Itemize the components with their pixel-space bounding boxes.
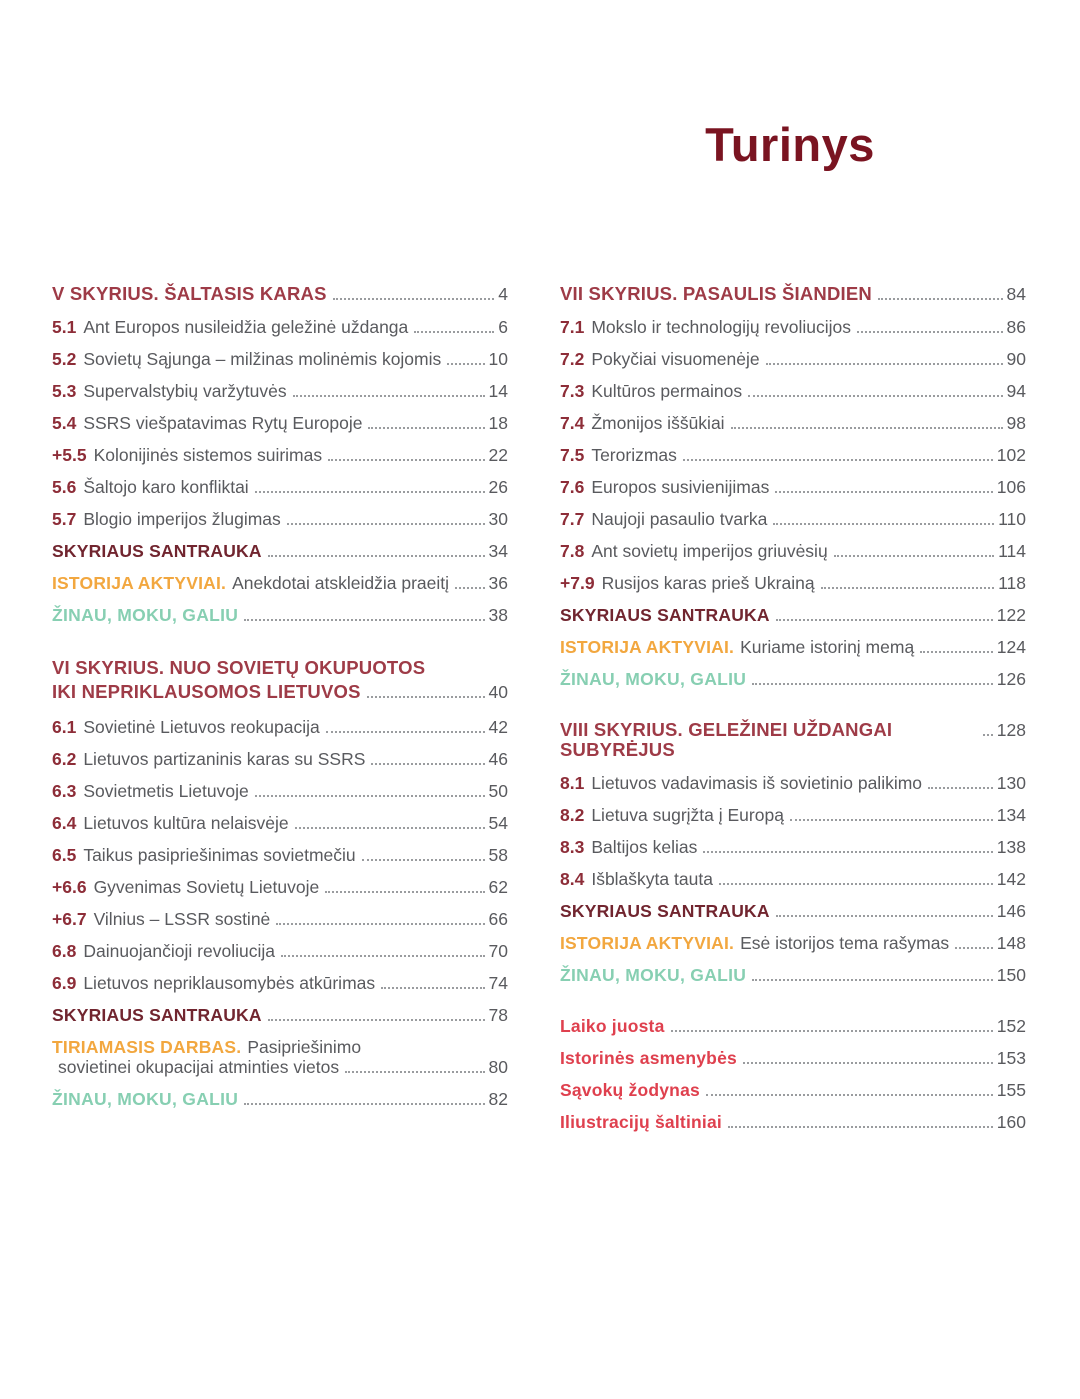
dotted-leader bbox=[719, 883, 993, 885]
page-number: 138 bbox=[996, 837, 1026, 857]
entry-label: SKYRIAUS SANTRAUKA bbox=[52, 541, 262, 561]
dotted-leader bbox=[766, 363, 1003, 365]
dotted-leader bbox=[371, 763, 484, 765]
entry-label: ŽINAU, MOKU, GALIU bbox=[560, 669, 747, 689]
page-number: 128 bbox=[996, 720, 1026, 740]
dotted-leader bbox=[362, 859, 485, 861]
toc-column-right bbox=[560, 284, 1026, 1163]
activity-line-2 bbox=[52, 1057, 508, 1077]
entry-number: +6.7 bbox=[52, 909, 87, 929]
toc-entry-skills bbox=[52, 605, 508, 625]
entry-text: Esė istorijos tema rašymas bbox=[740, 933, 950, 953]
toc-column-left bbox=[52, 284, 508, 1163]
toc-entry-summary bbox=[52, 541, 508, 561]
dotted-leader bbox=[928, 787, 993, 789]
dotted-leader bbox=[333, 298, 495, 300]
entry-label: V SKYRIUS. ŠALTASIS KARAS bbox=[52, 283, 327, 304]
page-number: 114 bbox=[998, 541, 1026, 561]
toc-entry-activity2 bbox=[52, 1037, 508, 1077]
entry-text: Dainuojančioji revoliucija bbox=[83, 941, 275, 961]
entry-number: 5.3 bbox=[52, 381, 77, 401]
dotted-leader bbox=[287, 523, 485, 525]
dotted-leader bbox=[381, 987, 484, 989]
entry-text: Ant sovietų imperijos griuvėsių bbox=[591, 541, 828, 561]
entry-number: +5.5 bbox=[52, 445, 87, 465]
dotted-leader bbox=[414, 331, 494, 333]
page-number: 153 bbox=[996, 1048, 1026, 1068]
toc-entry-skills bbox=[52, 1089, 508, 1109]
toc-entry-item bbox=[560, 477, 1026, 497]
chapter-title: VI SKYRIUS. NUO SOVIETŲ OKUPUOTOS bbox=[52, 657, 426, 678]
entry-label: Laiko juosta bbox=[560, 1016, 665, 1036]
dotted-leader bbox=[244, 1103, 484, 1105]
toc-section bbox=[52, 656, 508, 1109]
toc-entry-item bbox=[52, 877, 508, 897]
dotted-leader bbox=[255, 795, 485, 797]
entry-number: 5.6 bbox=[52, 477, 77, 497]
toc-entry-chapter bbox=[560, 720, 1026, 760]
dotted-leader bbox=[821, 587, 995, 589]
page-number: 58 bbox=[488, 845, 508, 865]
page-number: 34 bbox=[488, 541, 508, 561]
toc-entry-item bbox=[560, 317, 1026, 337]
entry-text: Gyvenimas Sovietų Lietuvoje bbox=[93, 877, 320, 897]
page-number: 6 bbox=[498, 317, 508, 337]
dotted-leader bbox=[983, 734, 993, 736]
toc-section bbox=[560, 1016, 1026, 1132]
page-number: 82 bbox=[488, 1089, 508, 1109]
toc-entry-item bbox=[52, 317, 508, 337]
toc-entry-item bbox=[560, 573, 1026, 593]
dotted-leader bbox=[455, 587, 485, 589]
chapter-line-1 bbox=[52, 656, 508, 680]
toc-entry-item bbox=[52, 509, 508, 529]
page-title: Turinys bbox=[705, 118, 875, 172]
dotted-leader bbox=[731, 427, 1003, 429]
entry-text: Sovietmetis Lietuvoje bbox=[83, 781, 249, 801]
page-number: 160 bbox=[996, 1112, 1026, 1132]
toc-entry-back bbox=[560, 1016, 1026, 1036]
toc-entry-item bbox=[52, 909, 508, 929]
dotted-leader bbox=[683, 459, 993, 461]
page-number: 22 bbox=[488, 445, 508, 465]
toc-entry-item bbox=[52, 381, 508, 401]
entry-label: ISTORIJA AKTYVIAI. bbox=[52, 573, 227, 593]
page-number: 18 bbox=[488, 413, 508, 433]
page-number: 14 bbox=[488, 381, 508, 401]
entry-number: 6.4 bbox=[52, 813, 77, 833]
entry-text: Pokyčiai visuomenėje bbox=[591, 349, 760, 369]
toc-entry-summary bbox=[52, 1005, 508, 1025]
toc-entry-activity bbox=[560, 637, 1026, 657]
page-number: 152 bbox=[996, 1016, 1026, 1036]
entry-label: SKYRIAUS SANTRAUKA bbox=[560, 605, 770, 625]
entry-number: 8.2 bbox=[560, 805, 585, 825]
entry-number: 5.7 bbox=[52, 509, 77, 529]
page-number: 42 bbox=[488, 717, 508, 737]
page-number: 126 bbox=[996, 669, 1026, 689]
toc-entry-back bbox=[560, 1080, 1026, 1100]
entry-number: 8.1 bbox=[560, 773, 585, 793]
page-number: 130 bbox=[996, 773, 1026, 793]
dotted-leader bbox=[328, 459, 484, 461]
dotted-leader bbox=[920, 651, 993, 653]
toc-entry-item bbox=[560, 805, 1026, 825]
entry-text: SSRS viešpatavimas Rytų Europoje bbox=[83, 413, 363, 433]
entry-text: Lietuvos kultūra nelaisvėje bbox=[83, 813, 289, 833]
entry-text: Lietuva sugrįžta į Europą bbox=[591, 805, 784, 825]
dotted-leader bbox=[728, 1126, 993, 1128]
page-number: 26 bbox=[488, 477, 508, 497]
entry-number: +6.6 bbox=[52, 877, 87, 897]
dotted-leader bbox=[776, 915, 993, 917]
dotted-leader bbox=[293, 395, 485, 397]
dotted-leader bbox=[703, 851, 992, 853]
entry-text: Šaltojo karo konfliktai bbox=[83, 477, 249, 497]
dotted-leader bbox=[743, 1062, 993, 1064]
page-number: 122 bbox=[996, 605, 1026, 625]
page-number: 62 bbox=[488, 877, 508, 897]
dotted-leader bbox=[281, 955, 485, 957]
entry-label: SKYRIAUS SANTRAUKA bbox=[560, 901, 770, 921]
page-number: 124 bbox=[996, 637, 1026, 657]
dotted-leader bbox=[326, 731, 485, 733]
toc-entry-item bbox=[560, 541, 1026, 561]
dotted-leader bbox=[776, 619, 993, 621]
toc-entry-item bbox=[52, 445, 508, 465]
dotted-leader bbox=[244, 619, 484, 621]
toc-entry-chapter bbox=[52, 656, 508, 704]
entry-number: 8.3 bbox=[560, 837, 585, 857]
page-number: 142 bbox=[996, 869, 1026, 889]
entry-number: 8.4 bbox=[560, 869, 585, 889]
dotted-leader bbox=[268, 555, 485, 557]
toc-entry-activity bbox=[560, 933, 1026, 953]
toc-entry-item bbox=[52, 349, 508, 369]
toc-section bbox=[560, 284, 1026, 689]
entry-number: 7.3 bbox=[560, 381, 585, 401]
toc-entry-item bbox=[52, 973, 508, 993]
page-number: 150 bbox=[996, 965, 1026, 985]
page-number: 54 bbox=[488, 813, 508, 833]
entry-text: Anekdotai atskleidžia praeitį bbox=[232, 573, 450, 593]
page-number: 94 bbox=[1006, 381, 1026, 401]
entry-number: 6.3 bbox=[52, 781, 77, 801]
page-number: 46 bbox=[488, 749, 508, 769]
toc-entry-item bbox=[560, 773, 1026, 793]
toc-entry-chapter bbox=[560, 284, 1026, 304]
toc-entry-item bbox=[560, 837, 1026, 857]
dotted-leader bbox=[790, 819, 993, 821]
activity-line-1 bbox=[52, 1037, 508, 1057]
entry-text: Lietuvos partizaninis karas su SSRS bbox=[83, 749, 366, 769]
toc-entry-item bbox=[560, 445, 1026, 465]
entry-text: Blogio imperijos žlugimas bbox=[83, 509, 281, 529]
page-number: 86 bbox=[1006, 317, 1026, 337]
entry-text: Sovietinė Lietuvos reokupacija bbox=[83, 717, 320, 737]
toc-entry-skills bbox=[560, 965, 1026, 985]
dotted-leader bbox=[268, 1019, 485, 1021]
dotted-leader bbox=[834, 555, 994, 557]
entry-label: ISTORIJA AKTYVIAI. bbox=[560, 637, 735, 657]
entry-number: 7.6 bbox=[560, 477, 585, 497]
page-number: 84 bbox=[1006, 284, 1026, 304]
toc-entry-back bbox=[560, 1112, 1026, 1132]
page-number: 50 bbox=[488, 781, 508, 801]
activity-label: TIRIAMASIS DARBAS. bbox=[52, 1037, 242, 1057]
toc-section bbox=[52, 284, 508, 625]
toc-entry-skills bbox=[560, 669, 1026, 689]
entry-number: 7.1 bbox=[560, 317, 585, 337]
entry-label: ŽINAU, MOKU, GALIU bbox=[560, 965, 747, 985]
page-number: 106 bbox=[996, 477, 1026, 497]
entry-number: 6.1 bbox=[52, 717, 77, 737]
page-number: 110 bbox=[998, 509, 1026, 529]
entry-text: Vilnius – LSSR sostinė bbox=[93, 909, 271, 929]
toc-section bbox=[560, 720, 1026, 985]
page-number: 118 bbox=[998, 573, 1026, 593]
entry-text: Baltijos kelias bbox=[591, 837, 698, 857]
entry-number: 7.5 bbox=[560, 445, 585, 465]
page-number: 148 bbox=[996, 933, 1026, 953]
dotted-leader bbox=[773, 523, 994, 525]
toc-entry-item bbox=[560, 349, 1026, 369]
dotted-leader bbox=[345, 1071, 484, 1073]
dotted-leader bbox=[325, 891, 484, 893]
page-number: 78 bbox=[488, 1005, 508, 1025]
entry-number: 5.1 bbox=[52, 317, 77, 337]
page-number: 38 bbox=[488, 605, 508, 625]
entry-label: VIII SKYRIUS. GELEŽINEI UŽDANGAI SUBYRĖJUS bbox=[560, 719, 893, 760]
entry-label: Sąvokų žodynas bbox=[560, 1080, 700, 1100]
entry-text: Išblaškyta tauta bbox=[591, 869, 713, 889]
entry-number: 5.2 bbox=[52, 349, 77, 369]
page-number: 30 bbox=[488, 509, 508, 529]
page-number: 134 bbox=[996, 805, 1026, 825]
toc-entry-item bbox=[52, 477, 508, 497]
toc-entry-item bbox=[560, 381, 1026, 401]
toc-entry-item bbox=[52, 717, 508, 737]
entry-text: Europos susivienijimas bbox=[591, 477, 770, 497]
dotted-leader bbox=[752, 979, 993, 981]
page-number: 10 bbox=[488, 349, 508, 369]
toc-entry-item bbox=[52, 845, 508, 865]
page-number: 80 bbox=[488, 1057, 508, 1077]
entry-number: 6.5 bbox=[52, 845, 77, 865]
toc-entry-item bbox=[52, 781, 508, 801]
toc-entry-item bbox=[560, 413, 1026, 433]
entry-label: Istorinės asmenybės bbox=[560, 1048, 737, 1068]
entry-text: Žmonijos iššūkiai bbox=[591, 413, 725, 433]
toc-entry-chapter bbox=[52, 284, 508, 304]
entry-text: Kultūros permainos bbox=[591, 381, 743, 401]
toc-entry-summary bbox=[560, 605, 1026, 625]
entry-text: Kolonijinės sistemos suirimas bbox=[93, 445, 323, 465]
entry-number: 5.4 bbox=[52, 413, 77, 433]
page-number: 98 bbox=[1006, 413, 1026, 433]
entry-number: +7.9 bbox=[560, 573, 595, 593]
toc-columns bbox=[52, 284, 1026, 1163]
entry-text: Naujoji pasaulio tvarka bbox=[591, 509, 768, 529]
dotted-leader bbox=[706, 1094, 993, 1096]
page-number: 102 bbox=[996, 445, 1026, 465]
toc-entry-back bbox=[560, 1048, 1026, 1068]
toc-entry-item bbox=[52, 413, 508, 433]
entry-label: ISTORIJA AKTYVIAI. bbox=[560, 933, 735, 953]
entry-number: 6.9 bbox=[52, 973, 77, 993]
entry-label: VII SKYRIUS. PASAULIS ŠIANDIEN bbox=[560, 283, 872, 304]
entry-number: 6.2 bbox=[52, 749, 77, 769]
dotted-leader bbox=[775, 491, 992, 493]
toc-entry-item bbox=[560, 869, 1026, 889]
entry-text: Supervalstybių varžytuvės bbox=[83, 381, 287, 401]
page-number: 155 bbox=[996, 1080, 1026, 1100]
dotted-leader bbox=[671, 1030, 993, 1032]
page-number: 90 bbox=[1006, 349, 1026, 369]
page-number: 146 bbox=[996, 901, 1026, 921]
entry-label: ŽINAU, MOKU, GALIU bbox=[52, 1089, 239, 1109]
dotted-leader bbox=[295, 827, 485, 829]
page-number: 36 bbox=[488, 573, 508, 593]
entry-text: Taikus pasipriešinimas sovietmečiu bbox=[83, 845, 356, 865]
chapter-line-2 bbox=[52, 680, 508, 704]
entry-text: Lietuvos nepriklausomybės atkūrimas bbox=[83, 973, 376, 993]
page-number: 4 bbox=[498, 284, 508, 304]
dotted-leader bbox=[878, 298, 1003, 300]
toc-entry-item bbox=[52, 813, 508, 833]
page-number: 66 bbox=[488, 909, 508, 929]
toc-entry-summary bbox=[560, 901, 1026, 921]
dotted-leader bbox=[447, 363, 484, 365]
dotted-leader bbox=[857, 331, 1003, 333]
dotted-leader bbox=[752, 683, 993, 685]
entry-label: SKYRIAUS SANTRAUKA bbox=[52, 1005, 262, 1025]
toc-entry-item bbox=[560, 509, 1026, 529]
entry-number: 7.8 bbox=[560, 541, 585, 561]
toc-entry-item bbox=[52, 749, 508, 769]
entry-text: Ant Europos nusileidžia geležinė uždanga bbox=[83, 317, 409, 337]
entry-text: Mokslo ir technologijų revoliucijos bbox=[591, 317, 852, 337]
page-number: 70 bbox=[488, 941, 508, 961]
entry-number: 6.8 bbox=[52, 941, 77, 961]
dotted-leader bbox=[276, 923, 484, 925]
entry-label: ŽINAU, MOKU, GALIU bbox=[52, 605, 239, 625]
dotted-leader bbox=[955, 947, 993, 949]
chapter-title-continued: IKI NEPRIKLAUSOMOS LIETUVOS bbox=[52, 681, 361, 702]
entry-text: Sovietų Sąjunga – milžinas molinėmis kojomis bbox=[83, 349, 442, 369]
activity-text-continued: sovietinei okupacijai atminties vietos bbox=[58, 1057, 340, 1077]
toc-entry-activity bbox=[52, 573, 508, 593]
entry-number: 7.4 bbox=[560, 413, 585, 433]
page-number: 40 bbox=[488, 682, 508, 702]
entry-number: 7.2 bbox=[560, 349, 585, 369]
entry-label: Iliustracijų šaltiniai bbox=[560, 1112, 722, 1132]
entry-number: 7.7 bbox=[560, 509, 585, 529]
dotted-leader bbox=[255, 491, 485, 493]
entry-text: Lietuvos vadavimasis iš sovietinio palikimo bbox=[591, 773, 923, 793]
entry-text: Terorizmas bbox=[591, 445, 677, 465]
dotted-leader bbox=[367, 696, 485, 698]
entry-text: Kuriame istorinį memą bbox=[740, 637, 915, 657]
entry-text: Rusijos karas prieš Ukrainą bbox=[601, 573, 815, 593]
page-number: 74 bbox=[488, 973, 508, 993]
activity-text: Pasipriešinimo bbox=[247, 1037, 362, 1057]
dotted-leader bbox=[368, 427, 484, 429]
dotted-leader bbox=[748, 395, 1002, 397]
toc-entry-item bbox=[52, 941, 508, 961]
